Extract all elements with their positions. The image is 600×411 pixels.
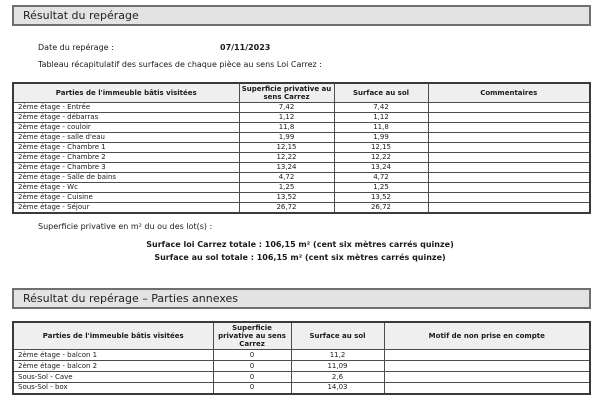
report-page [0, 5, 600, 411]
superficie-note: Superficie privative en m² du ou des lot(s) : [38, 222, 213, 231]
table-cell [428, 133, 590, 143]
table-cell [384, 372, 590, 383]
table-cell [428, 193, 590, 203]
table-row [13, 350, 590, 361]
column-header: Surface au sol [334, 83, 428, 103]
table-cell: 12,22 [239, 153, 334, 163]
table-cell: 11,09 [291, 361, 384, 372]
totals-block [0, 238, 600, 264]
column-header: Superficie privative au sens Carrez [239, 83, 334, 103]
table-row [13, 113, 590, 123]
table-cell: 0 [213, 372, 291, 383]
table-cell: 26,72 [239, 203, 334, 214]
table-cell: 2ème étage - débarras [13, 113, 239, 123]
header-row [13, 322, 590, 350]
table-row [13, 143, 590, 153]
header-row [13, 83, 590, 103]
table-cell: 7,42 [239, 103, 334, 113]
table-cell: 2ème étage - balcon 2 [13, 361, 213, 372]
column-header: Superficie privative au sens Carrez [213, 322, 291, 350]
section-title: Résultat du repérage [23, 9, 139, 22]
table-cell [428, 173, 590, 183]
table-row [13, 372, 590, 383]
table-cell: 2ème étage - Salle de bains [13, 173, 239, 183]
table-cell: 26,72 [334, 203, 428, 214]
table-row [13, 163, 590, 173]
table-cell [428, 143, 590, 153]
table-cell [384, 383, 590, 394]
table-cell: 0 [213, 383, 291, 394]
table-cell: 1,99 [334, 133, 428, 143]
table-row [13, 103, 590, 113]
table-cell: 2ème étage - Chambre 1 [13, 143, 239, 153]
table-cell: 14,03 [291, 383, 384, 394]
table-cell: 2ème étage - Wc [13, 183, 239, 193]
table-cell [384, 350, 590, 361]
date-row [0, 43, 600, 53]
table-cell: 7,42 [334, 103, 428, 113]
table-cell: 13,24 [239, 163, 334, 173]
table-row [13, 153, 590, 163]
table-cell: 2ème étage - balcon 1 [13, 350, 213, 361]
table-cell: 2ème étage - Chambre 3 [13, 163, 239, 173]
table-row [13, 383, 590, 394]
table-cell: 2ème étage - Cuisine [13, 193, 239, 203]
table-cell: 2ème étage - Entrée [13, 103, 239, 113]
table-cell: 2,6 [291, 372, 384, 383]
total-carrez-line: Surface loi Carrez totale : 106,15 m² (cent six mètres carrés quinze) [146, 240, 454, 249]
column-header: Commentaires [428, 83, 590, 103]
table-cell: 1,12 [239, 113, 334, 123]
table-row [13, 133, 590, 143]
table-cell: 0 [213, 350, 291, 361]
table-row [13, 361, 590, 372]
table-cell [428, 153, 590, 163]
section-header-resultat-reperage [12, 5, 591, 26]
table-cell: 2ème étage - couloir [13, 123, 239, 133]
table-cell: 1,25 [239, 183, 334, 193]
table-cell: 13,52 [239, 193, 334, 203]
parties-annexes-table [12, 321, 591, 395]
date-value: 07/11/2023 [220, 43, 271, 52]
table-cell [384, 361, 590, 372]
table-cell: 11,2 [291, 350, 384, 361]
table-cell [428, 103, 590, 113]
table-cell: 4,72 [239, 173, 334, 183]
table-cell: 13,52 [334, 193, 428, 203]
carrez-surfaces-table [12, 82, 591, 214]
table-cell: Sous-Sol - Cave [13, 372, 213, 383]
column-header: Parties de l'immeuble bâtis visitées [13, 322, 213, 350]
table-cell: 2ème étage - salle d'eau [13, 133, 239, 143]
column-header: Motif de non prise en compte [384, 322, 590, 350]
table-cell [428, 163, 590, 173]
table-row [13, 203, 590, 214]
table-cell [428, 123, 590, 133]
table-cell: 0 [213, 361, 291, 372]
table-cell [428, 113, 590, 123]
table-cell: Sous-Sol - box [13, 383, 213, 394]
table-cell: 13,24 [334, 163, 428, 173]
table-cell: 1,25 [334, 183, 428, 193]
table-row [13, 193, 590, 203]
table-cell [428, 203, 590, 214]
section-header-parties-annexes [12, 288, 591, 309]
table-row [13, 173, 590, 183]
table-cell: 1,12 [334, 113, 428, 123]
table-cell: 4,72 [334, 173, 428, 183]
table-row [13, 123, 590, 133]
table-row [13, 183, 590, 193]
total-sol-line: Surface au sol totale : 106,15 m² (cent six mètres carrés quinze) [154, 253, 446, 262]
column-header: Parties de l'immeuble bâtis visitées [13, 83, 239, 103]
table-cell: 2ème étage - Séjour [13, 203, 239, 214]
table-intro-text: Tableau récapitulatif des surfaces de chaque pièce au sens Loi Carrez : [38, 60, 322, 69]
table-cell: 1,99 [239, 133, 334, 143]
date-label: Date du repérage : [38, 43, 114, 52]
table-cell [428, 183, 590, 193]
table-cell: 12,22 [334, 153, 428, 163]
table-cell: 12,15 [334, 143, 428, 153]
column-header: Surface au sol [291, 322, 384, 350]
table-cell: 11,8 [239, 123, 334, 133]
table-cell: 2ème étage - Chambre 2 [13, 153, 239, 163]
section-title: Résultat du repérage – Parties annexes [23, 292, 238, 305]
table-cell: 12,15 [239, 143, 334, 153]
table-cell: 11,8 [334, 123, 428, 133]
